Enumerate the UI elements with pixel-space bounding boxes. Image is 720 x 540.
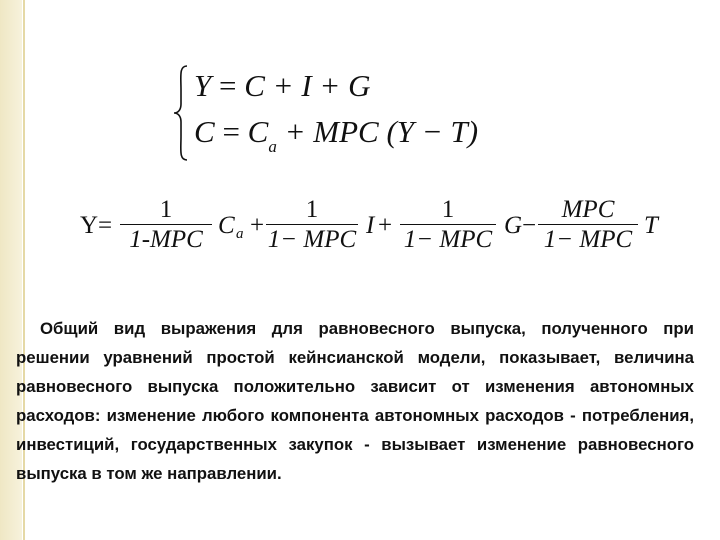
equilibrium-formula [80, 196, 658, 266]
eq2-c: C [247, 114, 269, 149]
term1-variable: C [218, 212, 235, 239]
plus-2: + [378, 212, 393, 239]
fraction-1-numerator: 1 [159, 196, 173, 223]
left-brace [172, 64, 190, 162]
fraction-1 [120, 196, 212, 255]
eq1-lhs: Y [194, 68, 212, 103]
fraction-3-numerator: 1 [441, 196, 455, 223]
eq2-c-subscript: a [268, 137, 277, 156]
fraction-3-denominator: 1− MPC [403, 226, 493, 253]
eq1-rhs: C + I + G [244, 68, 371, 103]
equation-system [172, 64, 502, 162]
minus-sign: − [522, 212, 537, 239]
explanation-paragraph: Общий вид выражения для равновесного выпуска, полученного при решении уравнений простой кейнсианской модели, показывает, величина равновесного выпуска положительно зависит от изменения автономных расходов: изменение любого компонента автономных расходов - потребления, инвестиций, государственных закупок - вызывает изменение равновесного выпуска в том же направлении. [16, 319, 694, 483]
fraction-1-denominator: 1-MPC [129, 226, 203, 253]
term2-variable: I [366, 212, 375, 239]
formula-lhs: Y [80, 212, 99, 239]
term3-variable: G [504, 212, 523, 239]
term4-variable: T [644, 212, 658, 239]
fraction-2-denominator: 1− MPC [267, 226, 357, 253]
plus-1: + [250, 212, 265, 239]
equation-line-1 [194, 68, 370, 104]
fraction-2-numerator: 1 [305, 196, 319, 223]
fraction-4-denominator: 1− MPC [543, 226, 633, 253]
eq2-lhs: C [194, 114, 215, 149]
term1-subscript: a [236, 226, 244, 242]
fraction-4-numerator: MPC [561, 196, 615, 223]
eq2-rest: + MPC (Y − T) [284, 114, 479, 149]
eq1-equals: = [219, 68, 237, 103]
formula-equals: = [98, 212, 113, 239]
fraction-2 [266, 196, 358, 255]
fraction-4 [538, 196, 638, 255]
eq2-equals: = [222, 114, 240, 149]
equation-line-2 [194, 114, 478, 157]
fraction-3 [400, 196, 496, 255]
